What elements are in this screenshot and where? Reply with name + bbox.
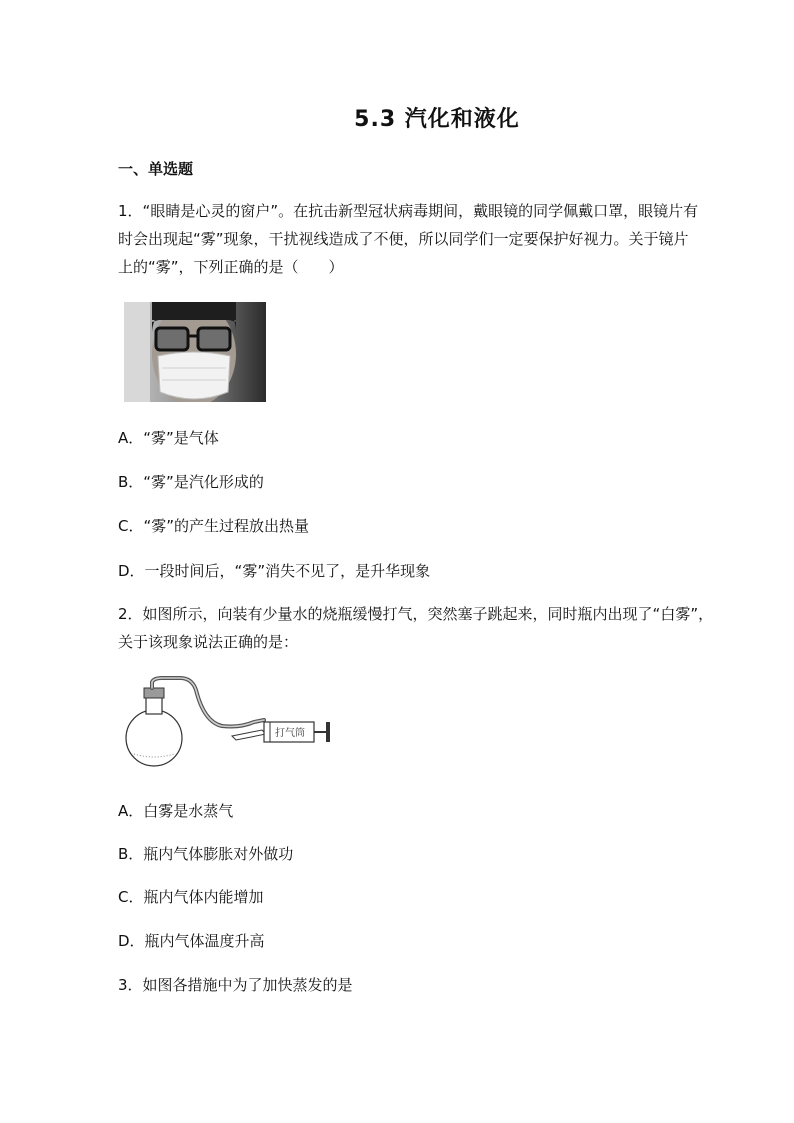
question-1-option-a: A．“雾”是气体 [118, 429, 219, 447]
flask-pump-diagram [118, 676, 338, 772]
question-2-stem [118, 600, 714, 656]
question-3-stem: 3．如图各措施中为了加快蒸发的是 [118, 976, 353, 994]
question-1-stem [118, 197, 698, 281]
question-1-line-1: 1．“眼睛是心灵的窗户”。在抗击新型冠状病毒期间，戴眼镜的同学佩戴口罩，眼镜片有 [118, 202, 699, 220]
question-1-option-c: C．“雾”的产生过程放出热量 [118, 517, 310, 535]
question-2-option-a: A．白雾是水蒸气 [118, 802, 234, 820]
question-1-line-3: 上的“雾”，下列正确的是（ ） [118, 258, 344, 276]
question-1-line-2: 时会出现起“雾”现象，干扰视线造成了不便，所以同学们一定要保护好视力。关于镜片 [118, 230, 689, 248]
question-1-option-b: B．“雾”是汽化形成的 [118, 473, 264, 491]
question-2-option-d: D．瓶内气体温度升高 [118, 932, 265, 950]
question-2-option-c: C．瓶内气体内能增加 [118, 888, 264, 906]
question-2-option-b: B．瓶内气体膨胀对外做功 [118, 845, 294, 863]
masked-student-photo [124, 302, 266, 406]
question-2-line-1: 2．如图所示，向装有少量水的烧瓶缓慢打气，突然塞子跳起来，同时瓶内出现了“白雾”， [118, 605, 714, 623]
section-heading: 一、单选题 [118, 160, 194, 178]
page-title: 5.3 汽化和液化 [354, 107, 520, 132]
pump-label: 打气筒 [275, 728, 305, 739]
question-2-line-2: 关于该现象说法正确的是： [118, 633, 299, 651]
question-1-option-d: D．一段时间后，“雾”消失不见了，是升华现象 [118, 562, 431, 580]
